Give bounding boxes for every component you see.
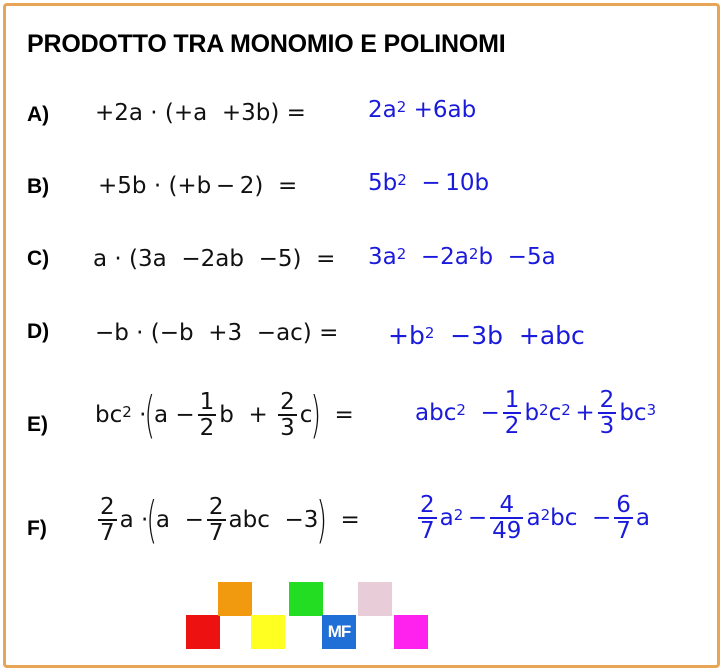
exercise-label-c: C) [27,247,50,270]
logo-square-yellow [251,615,285,649]
page-title: PRODOTTO TRA MONOMIO E POLINOMI [27,30,506,58]
expression-b: +5b · (+b − 2) = [98,173,298,199]
expression-f: $\frac{2}{7}$ a · ( a − $\frac{2}{7}$ abc −3 ) = [100,491,360,550]
exercise-label-d: D) [27,320,50,343]
exercise-label-a: A) [27,103,50,126]
exercise-label-b: B) [27,175,50,198]
logo-square-orange [218,582,252,616]
result-c: 3a $^2$ −2a $^2$ b −5a [368,244,556,270]
exercise-label-e: E) [27,413,48,436]
result-e: abc $^2$ − $\frac{1}{2}$ b $^2$ c $^2$ + $\frac{2}{3}$ bc $^3$ [415,387,657,440]
expression-c: a · (3a −2ab −5) = [93,246,336,272]
result-d: +b $^2$ −3b +abc [388,321,585,350]
logo-square-magenta [394,615,428,649]
result-a: 2a $^2$ +6ab [368,97,477,123]
exercise-label-f: F) [27,517,47,540]
logo-square-green [289,582,323,616]
logo-square-pink [358,582,392,616]
expression-d: −b · (−b +3 −ac) = [95,320,339,346]
expression-e: bc $^2$ · ( a − $\frac{1}{2}$ b + $\frac{2}{3}$ c ) = [95,386,354,445]
logo-square-red [186,615,220,649]
logo-mf: MF [322,615,356,649]
expression-a: +2a · (+a +3b) = [95,100,306,126]
result-b: 5b $^2$ − 10b [368,170,490,196]
result-f: $\frac{2}{7}$ a $^2$ − $\frac{4}{49}$ a $^2$ bc − $\frac{6}{7}$ a [420,492,650,545]
